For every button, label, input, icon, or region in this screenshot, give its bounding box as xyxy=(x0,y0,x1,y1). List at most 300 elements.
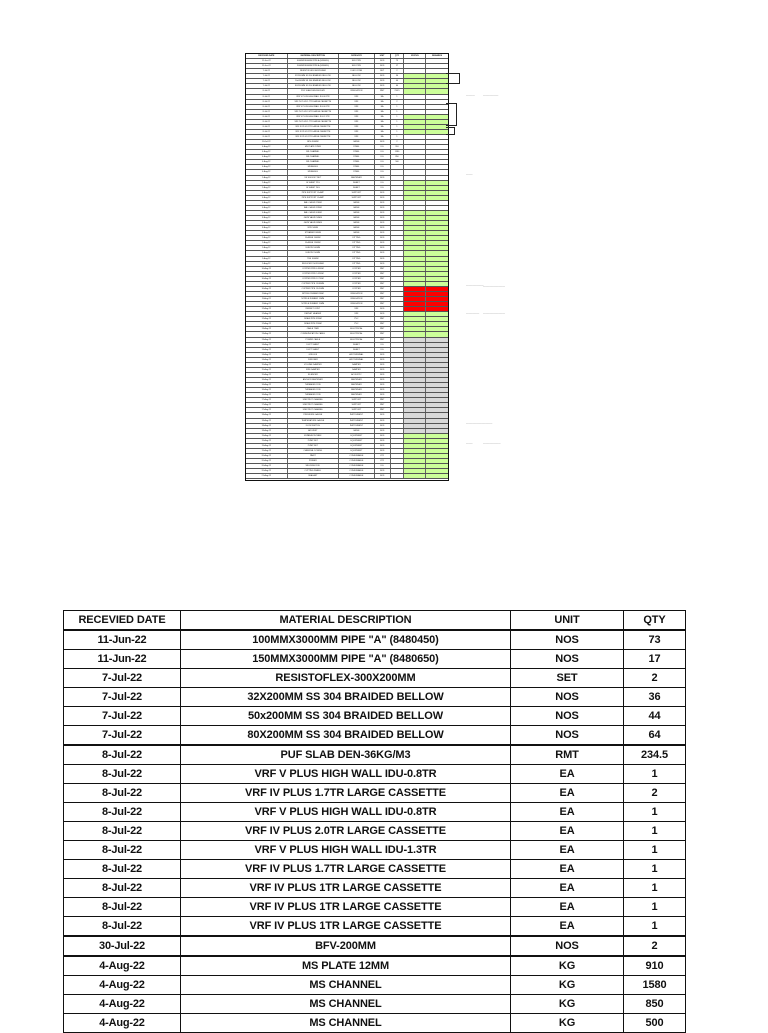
thumbnail-cell xyxy=(426,287,448,291)
cell-qty: 2 xyxy=(624,936,686,956)
cell-received-date: 8-Jul-22 xyxy=(64,841,181,860)
thumbnail-cell xyxy=(391,307,405,311)
thumbnail-cell: SHEET xyxy=(339,181,375,185)
thumbnail-cell xyxy=(426,332,448,336)
thumbnail-cell: FITTING xyxy=(339,257,375,261)
thumbnail-cell: 13-Aug-22 xyxy=(246,338,288,342)
thumbnail-cell: NOS xyxy=(375,216,391,220)
thumbnail-cell: NOS xyxy=(375,474,391,478)
thumbnail-cell: 2 xyxy=(391,140,405,144)
thumbnail-cell: 12-Aug-22 xyxy=(246,322,288,326)
thumbnail-cell xyxy=(404,196,426,200)
thumbnail-cell: LTR xyxy=(375,459,391,463)
thumbnail-cell xyxy=(426,231,448,235)
thumbnail-cell xyxy=(404,393,426,397)
thumbnail-cell: GI SHEET 22G xyxy=(288,181,339,185)
cell-received-date: 7-Jul-22 xyxy=(64,726,181,746)
thumbnail-cell xyxy=(426,84,448,88)
thumbnail-cell: DRAIN PIPE 32MM xyxy=(288,317,339,321)
thumbnail-cell xyxy=(426,251,448,255)
thumbnail-cell: CONSUMABLE xyxy=(339,474,375,478)
cell-material-description: VRF V PLUS HIGH WALL IDU-1.3TR xyxy=(181,841,511,860)
thumbnail-cell: NOS xyxy=(375,413,391,417)
thumbnail-cell: 8-Jul-22 xyxy=(246,120,288,124)
thumbnail-cell xyxy=(426,170,448,174)
thumbnail-cell xyxy=(426,413,448,417)
table-row xyxy=(64,650,686,669)
thumbnail-cell: RMT xyxy=(375,287,391,291)
thumbnail-cell: COPPER xyxy=(339,272,375,276)
thumbnail-note: ——— xyxy=(466,443,473,445)
thumbnail-cell xyxy=(404,368,426,372)
thumbnail-cell: FLANGE 100MM xyxy=(288,236,339,240)
thumbnail-cell: 9-Aug-22 xyxy=(246,251,288,255)
cell-received-date: 8-Jul-22 xyxy=(64,784,181,803)
thumbnail-cell xyxy=(391,454,405,458)
thumbnail-cell xyxy=(404,160,426,164)
thumbnail-cell: 30-Jul-22 xyxy=(246,140,288,144)
thumbnail-cell: 16-Aug-22 xyxy=(246,393,288,397)
thumbnail-cell xyxy=(391,186,405,190)
thumbnail-cell: 11-Jun-22 xyxy=(246,64,288,68)
thumbnail-cell xyxy=(391,469,405,473)
thumbnail-cell xyxy=(426,257,448,261)
cell-received-date: 8-Jul-22 xyxy=(64,745,181,765)
thumbnail-cell: FITTING xyxy=(339,251,375,255)
thumbnail-cell xyxy=(404,226,426,230)
thumbnail-cell: SUPPORT xyxy=(339,196,375,200)
thumbnail-cell: VRF xyxy=(339,307,375,311)
thumbnail-cell: KG xyxy=(375,165,391,169)
thumbnail-cell xyxy=(404,231,426,235)
thumbnail-cell xyxy=(426,211,448,215)
thumbnail-cell: CUTTING WHEEL xyxy=(288,469,339,473)
thumbnail-cell: 14-Aug-22 xyxy=(246,348,288,352)
thumbnail-cell: 4-Aug-22 xyxy=(246,150,288,154)
thumbnail-cell xyxy=(391,459,405,463)
thumbnail-cell: 11-Aug-22 xyxy=(246,302,288,306)
thumbnail-cell: AIR VENT xyxy=(288,429,339,433)
thumbnail-cell xyxy=(404,439,426,443)
thumbnail-cell: STEEL xyxy=(339,145,375,149)
thumbnail-cell: VRF xyxy=(339,125,375,129)
cell-material-description: RESISTOFLEX-300X200MM xyxy=(181,669,511,688)
thumbnail-bracket xyxy=(446,103,457,126)
thumbnail-cell xyxy=(404,165,426,169)
thumbnail-cell: 20-Aug-22 xyxy=(246,459,288,463)
thumbnail-cell xyxy=(404,312,426,316)
thumbnail-cell: NOS xyxy=(375,469,391,473)
thumbnail-cell: FASTENER xyxy=(339,383,375,387)
thumbnail-cell xyxy=(404,434,426,438)
thumbnail-cell: COPPER xyxy=(339,267,375,271)
thumbnail-cell xyxy=(404,84,426,88)
thumbnail-cell: SUPPORT xyxy=(339,398,375,402)
thumbnail-cell xyxy=(391,322,405,326)
material-table xyxy=(63,610,686,1033)
thumbnail-cell: 6-Aug-22 xyxy=(246,191,288,195)
thumbnail-cell: EXPANSION TANK xyxy=(288,434,339,438)
thumbnail-cell: RMT xyxy=(375,327,391,331)
thumbnail-cell: NOS xyxy=(375,241,391,245)
cell-received-date: 8-Jul-22 xyxy=(64,917,181,937)
thumbnail-cell: ELECTRICAL xyxy=(339,327,375,331)
thumbnail-cell: 73 xyxy=(391,59,405,63)
thumbnail-cell: TEMPERATURE GAUGE xyxy=(288,419,339,423)
thumbnail-header-cell: REMARKS xyxy=(432,55,443,57)
thumbnail-note: —————— xyxy=(466,313,480,315)
thumbnail-cell xyxy=(404,115,426,119)
thumbnail-cell xyxy=(404,262,426,266)
thumbnail-cell: 1 xyxy=(391,95,405,99)
thumbnail-cell: VRF xyxy=(339,110,375,114)
thumbnail-cell: RMT xyxy=(375,317,391,321)
thumbnail-cell: KG xyxy=(375,145,391,149)
cell-unit: NOS xyxy=(511,936,624,956)
cell-unit: NOS xyxy=(511,707,624,726)
thumbnail-cell: NOS xyxy=(375,206,391,210)
thumbnail-cell xyxy=(404,155,426,159)
thumbnail-cell xyxy=(426,221,448,225)
thumbnail-cell: CHEMICAL DOSING xyxy=(288,449,339,453)
thumbnail-bracket xyxy=(446,73,460,84)
thumbnail-cell: NOS xyxy=(375,388,391,392)
thumbnail-cell: 4-Aug-22 xyxy=(246,145,288,149)
thumbnail-cell xyxy=(391,246,405,250)
thumbnail-cell: RMT xyxy=(375,408,391,412)
thumbnail-cell: EA xyxy=(375,130,391,134)
table-row xyxy=(64,745,686,765)
thumbnail-cell: COMMUNICATION CABLE xyxy=(288,332,339,336)
thumbnail-cell xyxy=(391,302,405,306)
thumbnail-cell xyxy=(404,251,426,255)
thumbnail-cell xyxy=(426,246,448,250)
thumbnail-cell: SHEET xyxy=(339,343,375,347)
thumbnail-cell xyxy=(404,150,426,154)
thumbnail-note: ———————— xyxy=(466,285,484,287)
cell-material-description: 150MMX3000MM PIPE "A" (8480650) xyxy=(181,650,511,669)
thumbnail-cell: 17-Aug-22 xyxy=(246,403,288,407)
thumbnail-cell: NOS xyxy=(375,358,391,362)
thumbnail-cell xyxy=(391,434,405,438)
thumbnail-cell xyxy=(391,413,405,417)
thumbnail-cell: POWER CABLE xyxy=(288,338,339,342)
thumbnail-cell xyxy=(426,165,448,169)
thumbnail-cell: 6-Aug-22 xyxy=(246,196,288,200)
thumbnail-cell: 10-Aug-22 xyxy=(246,287,288,291)
thumbnail-cell: ELECTRICAL xyxy=(339,338,375,342)
thumbnail-cell: INSULATION xyxy=(339,302,375,306)
cell-material-description: VRF V PLUS HIGH WALL IDU-0.8TR xyxy=(181,765,511,784)
thumbnail-cell: KG xyxy=(375,186,391,190)
cell-unit: EA xyxy=(511,860,624,879)
cell-qty: 1 xyxy=(624,860,686,879)
thumbnail-cell xyxy=(391,474,405,478)
thumbnail-cell: STEEL xyxy=(339,150,375,154)
thumbnail-cell: REFNET HEADER xyxy=(288,312,339,316)
thumbnail-cell: 1 xyxy=(391,130,405,134)
thumbnail-cell: VRF xyxy=(339,100,375,104)
cell-qty: 17 xyxy=(624,650,686,669)
thumbnail-bracket xyxy=(446,127,455,135)
thumbnail-cell: 6-Aug-22 xyxy=(246,206,288,210)
thumbnail-cell: COPPER PIPE 6.35MM xyxy=(288,267,339,271)
cell-qty: 2 xyxy=(624,669,686,688)
thumbnail-cell xyxy=(404,216,426,220)
thumbnail-cell xyxy=(391,241,405,245)
thumbnail-cell xyxy=(404,64,426,68)
thumbnail-cell: 150MMX3000MM PIPE A (8480650) xyxy=(288,64,339,68)
thumbnail-cell xyxy=(391,221,405,225)
thumbnail-cell: 12-Aug-22 xyxy=(246,317,288,321)
thumbnail-cell: 7-Jul-22 xyxy=(246,84,288,88)
thumbnail-cell xyxy=(404,317,426,321)
thumbnail-cell: EQUIPMENT xyxy=(339,439,375,443)
thumbnail-cell: 14-Aug-22 xyxy=(246,343,288,347)
cell-unit: KG xyxy=(511,956,624,976)
cell-received-date: 8-Jul-22 xyxy=(64,803,181,822)
thumbnail-cell xyxy=(404,454,426,458)
thumbnail-cell xyxy=(391,353,405,357)
thumbnail-cell: 4-Aug-22 xyxy=(246,155,288,159)
thumbnail-cell: 10-Aug-22 xyxy=(246,267,288,271)
thumbnail-cell: SET xyxy=(375,69,391,73)
thumbnail-cell: NOS xyxy=(375,368,391,372)
thumbnail-cell: 18-Aug-22 xyxy=(246,429,288,433)
thumbnail-cell: BELLOW xyxy=(339,84,375,88)
thumbnail-cell xyxy=(426,186,448,190)
thumbnail-cell: PIPE SUPPORT CLAMP xyxy=(288,196,339,200)
thumbnail-cell xyxy=(391,297,405,301)
thumbnail-cell xyxy=(391,408,405,412)
thumbnail-cell xyxy=(404,59,426,63)
thumbnail-cell: NOS xyxy=(375,176,391,180)
table-row xyxy=(64,630,686,650)
thumbnail-cell: INSTRUMENT xyxy=(339,419,375,423)
thumbnail-cell: 8-Jul-22 xyxy=(246,110,288,114)
table-row xyxy=(64,879,686,898)
thumbnail-cell xyxy=(426,191,448,195)
thumbnail-cell: MS ANGLE xyxy=(288,170,339,174)
thumbnail-cell xyxy=(391,176,405,180)
thumbnail-cell xyxy=(404,469,426,473)
table-row xyxy=(64,841,686,860)
thumbnail-cell xyxy=(404,211,426,215)
cell-qty: 1 xyxy=(624,822,686,841)
thumbnail-cell xyxy=(404,105,426,109)
thumbnail-cell xyxy=(404,343,426,347)
thumbnail-cell xyxy=(404,95,426,99)
thumbnail-cell: 7-Jul-22 xyxy=(246,69,288,73)
thumbnail-cell xyxy=(404,186,426,190)
thumbnail-cell: NOS xyxy=(375,257,391,261)
thumbnail-cell: FASTENER xyxy=(339,388,375,392)
thumbnail-cell: 8-Jul-22 xyxy=(246,125,288,129)
thumbnail-cell: EQUIPMENT xyxy=(339,444,375,448)
thumbnail-cell xyxy=(426,388,448,392)
thumbnail-cell: TEE 100MM xyxy=(288,257,339,261)
thumbnail-cell: RMT xyxy=(375,332,391,336)
table-header-row xyxy=(64,611,686,631)
thumbnail-cell xyxy=(426,383,448,387)
thumbnail-cell: VRF IV PLUS 2.0TR LARGE CASSETTE xyxy=(288,110,339,114)
thumbnail-cell: 9-Aug-22 xyxy=(246,246,288,250)
cell-material-description: VRF IV PLUS 1.7TR LARGE CASSETTE xyxy=(181,860,511,879)
thumbnail-cell: RMT xyxy=(375,292,391,296)
thumbnail-note: —————————— xyxy=(483,286,505,288)
thumbnail-note: ——— xyxy=(466,174,473,176)
thumbnail-cell: 910 xyxy=(391,145,405,149)
thumbnail-cell xyxy=(404,388,426,392)
thumbnail-cell xyxy=(391,424,405,428)
thumbnail-cell xyxy=(391,292,405,296)
thumbnail-cell xyxy=(404,241,426,245)
thumbnail-cell xyxy=(404,125,426,129)
thumbnail-cell: 17-Aug-22 xyxy=(246,408,288,412)
cell-material-description: 100MMX3000MM PIPE "A" (8480450) xyxy=(181,630,511,650)
thumbnail-cell xyxy=(426,241,448,245)
thumbnail-cell: RMT xyxy=(375,272,391,276)
thumbnail-cell xyxy=(426,363,448,367)
thumbnail-header-cell: UNIT xyxy=(375,54,391,58)
thumbnail-cell xyxy=(404,449,426,453)
header-received-date: RECEVIED DATE xyxy=(64,611,181,631)
thumbnail-cell xyxy=(426,79,448,83)
thumbnail-cell xyxy=(404,100,426,104)
thumbnail-cell: NOS xyxy=(375,424,391,428)
thumbnail-cell: NOS xyxy=(375,439,391,443)
thumbnail-cell: 1 xyxy=(391,110,405,114)
thumbnail-cell: VRF IV PLUS 1TR LARGE CASSETTE xyxy=(288,130,339,134)
thumbnail-cell xyxy=(426,135,448,139)
thumbnail-cell xyxy=(404,89,426,93)
cell-received-date: 4-Aug-22 xyxy=(64,1014,181,1033)
thumbnail-cell: NOS xyxy=(375,449,391,453)
thumbnail-cell xyxy=(391,338,405,342)
thumbnail-cell: INSTRUMENT xyxy=(339,413,375,417)
thumbnail-cell xyxy=(391,191,405,195)
thumbnail-cell: 14-Aug-22 xyxy=(246,358,288,362)
thumbnail-cell xyxy=(391,363,405,367)
cell-material-description: VRF IV PLUS 1TR LARGE CASSETTE xyxy=(181,917,511,937)
thumbnail-cell: 1 xyxy=(391,125,405,129)
thumbnail-cell: 64 xyxy=(391,84,405,88)
thumbnail-cell: GI SHEET 24G xyxy=(288,186,339,190)
thumbnail-cell: KG xyxy=(375,170,391,174)
cell-received-date: 8-Jul-22 xyxy=(64,860,181,879)
thumbnail-cell: NOS xyxy=(375,236,391,240)
thumbnail-cell: VRF IV PLUS 1.7TR LARGE CASSETTE xyxy=(288,100,339,104)
thumbnail-cell xyxy=(426,373,448,377)
thumbnail-cell: SUPPORT xyxy=(339,191,375,195)
cell-material-description: MS CHANNEL xyxy=(181,976,511,995)
table-row xyxy=(64,803,686,822)
thumbnail-cell: 17-Aug-22 xyxy=(246,398,288,402)
cell-material-description: VRF IV PLUS 1.7TR LARGE CASSETTE xyxy=(181,784,511,803)
thumbnail-cell: 19-Aug-22 xyxy=(246,434,288,438)
thumbnail-cell: CONSUMABLE xyxy=(339,454,375,458)
thumbnail-cell xyxy=(426,474,448,478)
thumbnail-cell: 8-Jul-22 xyxy=(246,100,288,104)
thumbnail-cell xyxy=(404,424,426,428)
thumbnail-cell xyxy=(426,449,448,453)
thumbnail-cell: VRF IV PLUS 1.7TR LARGE CASSETTE xyxy=(288,120,339,124)
cell-qty: 1 xyxy=(624,898,686,917)
thumbnail-cell xyxy=(404,145,426,149)
thumbnail-cell: RESISTOFLEX-300X200MM xyxy=(288,69,339,73)
thumbnail-cell: VALVE xyxy=(339,211,375,215)
thumbnail-cell: NITRILE RUBBER 19MM xyxy=(288,302,339,306)
thumbnail-cell xyxy=(391,317,405,321)
thumbnail-cell: EQUIPMENT xyxy=(339,434,375,438)
thumbnail-cell xyxy=(404,191,426,195)
thumbnail-cell xyxy=(404,419,426,423)
thumbnail-cell xyxy=(426,105,448,109)
thumbnail-note: ———— xyxy=(466,95,475,97)
thumbnail-cell: EA xyxy=(375,105,391,109)
thumbnail-cell: 100MMX3000MM PIPE A (8480450) xyxy=(288,59,339,63)
table-row xyxy=(64,688,686,707)
thumbnail-header-cell: QTY xyxy=(391,54,405,58)
thumbnail-cell: MS CHANNEL xyxy=(288,155,339,159)
table-row xyxy=(64,917,686,937)
thumbnail-cell: NOS xyxy=(375,262,391,266)
cell-received-date: 8-Jul-22 xyxy=(64,898,181,917)
thumbnail-cell xyxy=(391,332,405,336)
cell-qty: 500 xyxy=(624,1014,686,1033)
thumbnail-cell xyxy=(391,358,405,362)
thumbnail-header-cell: MATERIAL DESCRIPTION xyxy=(288,54,339,58)
thumbnail-cell: 19-Aug-22 xyxy=(246,444,288,448)
cell-material-description: MS PLATE 12MM xyxy=(181,956,511,976)
thumbnail-cell: ACOUSTIC xyxy=(339,373,375,377)
thumbnail-cell: EA xyxy=(375,125,391,129)
header-qty: QTY xyxy=(624,611,686,631)
thumbnail-cell: 32X200MM SS 304 BRAIDED BELLOW xyxy=(288,74,339,78)
thumbnail-cell: PVC xyxy=(339,317,375,321)
table-body xyxy=(64,630,686,1033)
thumbnail-cell: 8-Aug-22 xyxy=(246,231,288,235)
thumbnail-cell xyxy=(426,353,448,357)
thumbnail-cell: 4-Aug-22 xyxy=(246,170,288,174)
thumbnail-cell: NOS xyxy=(375,140,391,144)
thumbnail-cell: PVC xyxy=(339,322,375,326)
thumbnail-cell xyxy=(391,312,405,316)
thumbnail-cell: 8-Jul-22 xyxy=(246,89,288,93)
thumbnail-cell xyxy=(404,373,426,377)
thumbnail-cell xyxy=(404,272,426,276)
thumbnail-cell: NOS xyxy=(375,191,391,195)
thumbnail-cell: NOS xyxy=(375,84,391,88)
thumbnail-cell xyxy=(391,403,405,407)
thumbnail-cell: 15-Aug-22 xyxy=(246,363,288,367)
thumbnail-cell: SKU PIPE xyxy=(339,64,375,68)
cell-received-date: 11-Jun-22 xyxy=(64,630,181,650)
cell-unit: EA xyxy=(511,822,624,841)
thumbnail-cell: EA xyxy=(375,100,391,104)
thumbnail-cell xyxy=(426,434,448,438)
thumbnail-cell: MS CHANNEL xyxy=(288,150,339,154)
thumbnail-cell xyxy=(426,419,448,423)
thumbnail-cell xyxy=(426,378,448,382)
thumbnail-cell: RMT xyxy=(375,282,391,286)
thumbnail-cell: DAMPER xyxy=(339,363,375,367)
thumbnail-cell xyxy=(391,449,405,453)
thumbnail-cell: NOS xyxy=(375,434,391,438)
thumbnail-cell xyxy=(426,277,448,281)
thumbnail-cell: ELBOW 100MM xyxy=(288,246,339,250)
thumbnail-cell xyxy=(404,444,426,448)
